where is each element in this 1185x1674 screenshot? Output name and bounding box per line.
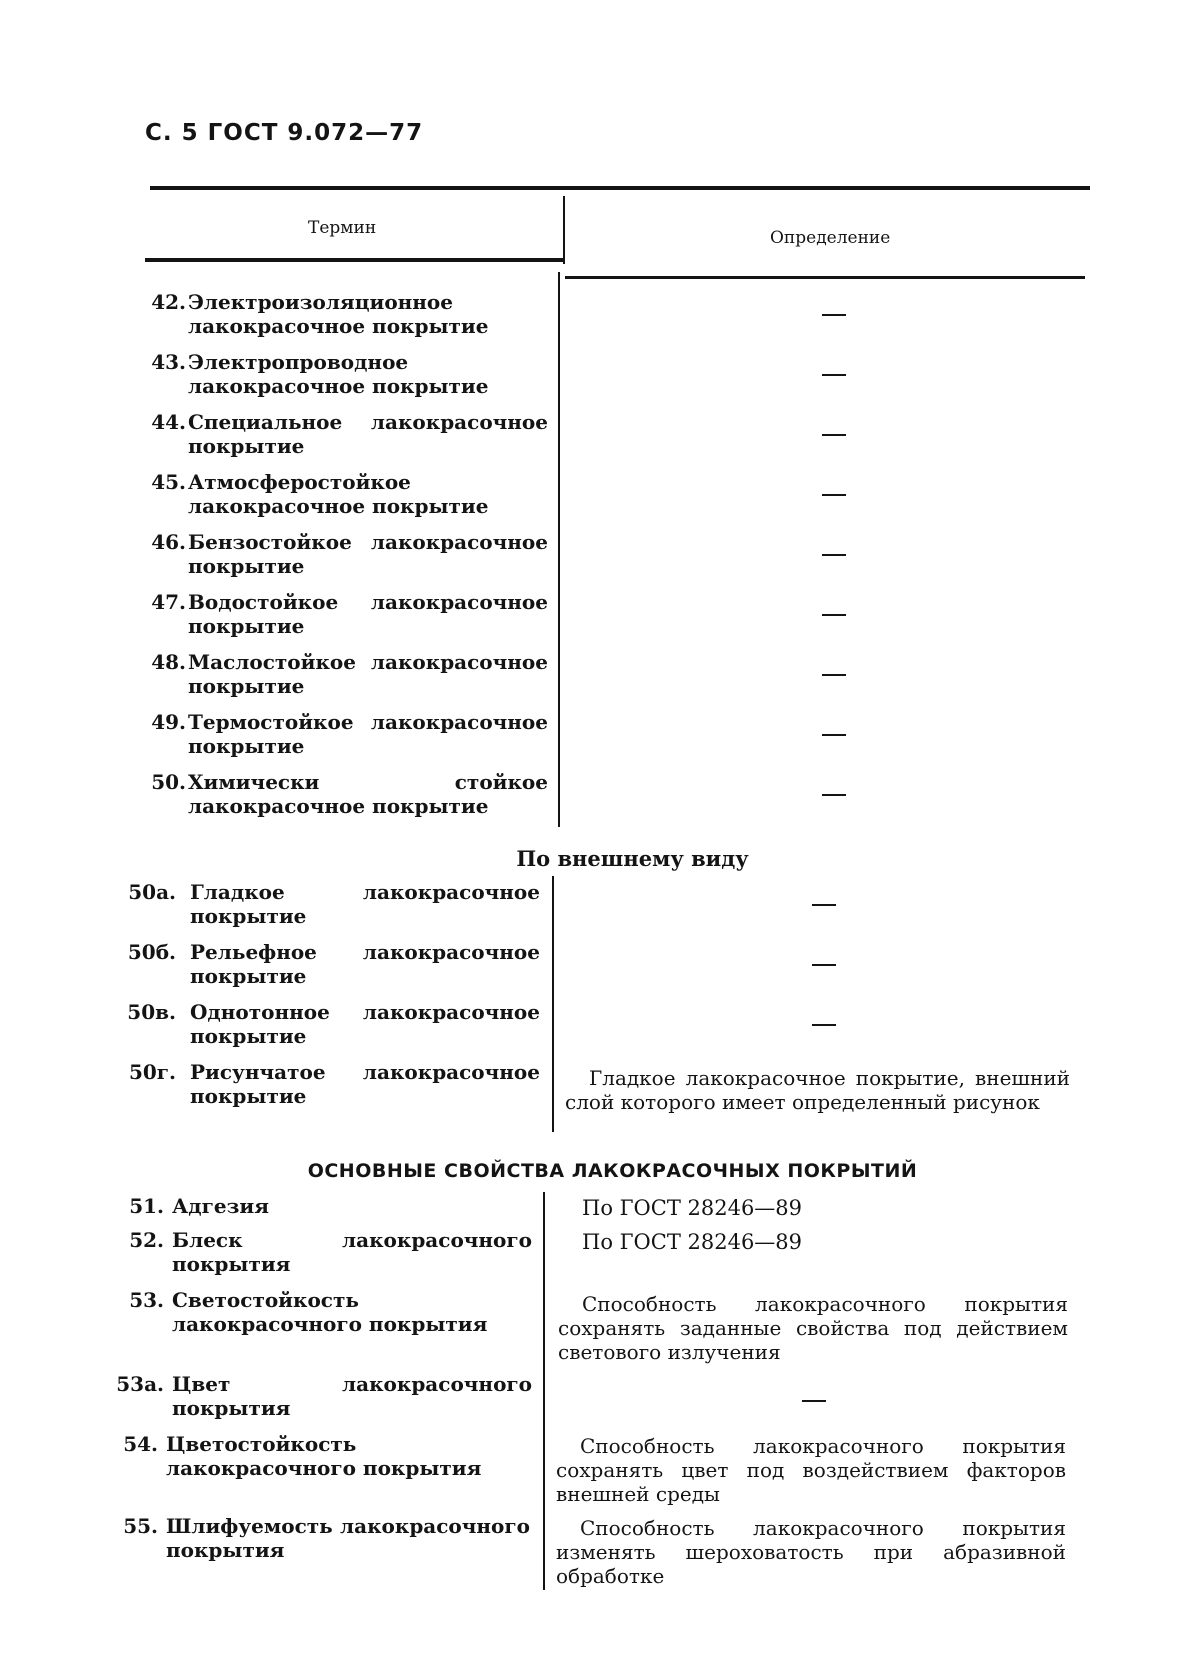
column-divider-group3 <box>543 1192 545 1590</box>
definition-text: Способность лакокрасочного покрытия сохранять заданные свойства под действием светового излучения <box>558 1292 1068 1364</box>
column-divider-group1 <box>558 272 560 827</box>
term-text: Адгезия <box>172 1194 269 1218</box>
term-number: 50а. <box>128 880 176 904</box>
term-number: 50б. <box>127 940 176 964</box>
definition-dash <box>822 434 846 436</box>
top-rule <box>150 186 1090 190</box>
term-number: 55. <box>123 1514 158 1538</box>
term-number: 54. <box>123 1432 158 1456</box>
definition-dash <box>812 1024 836 1026</box>
term-text: Шлифуемость лакокрасочного покрытия <box>166 1514 530 1562</box>
term-text: Цвет лакокрасочного покрытия <box>172 1372 532 1420</box>
definition-text: По ГОСТ 28246—89 <box>582 1196 803 1220</box>
term-text: Специальное лакокрасочное покрытие <box>188 410 548 458</box>
definition-dash <box>822 794 846 796</box>
term-number: 46. <box>151 530 186 554</box>
term-number: 51. <box>129 1194 164 1218</box>
definition-text: Способность лакокрасочного покрытия сохранять цвет под воздействием факторов внешней среды <box>556 1434 1066 1506</box>
term-number: 45. <box>151 470 186 494</box>
term-text: Химически стойкое лакокрасочное покрытие <box>188 770 548 818</box>
term-text: Бензостойкое лакокрасочное покрытие <box>188 530 548 578</box>
definition-dash <box>822 494 846 496</box>
term-number: 50. <box>151 770 186 794</box>
term-text: Электропроводное лакокрасочное покрытие <box>188 350 489 398</box>
definition-dash <box>822 674 846 676</box>
term-number: 48. <box>151 650 186 674</box>
term-number: 47. <box>151 590 186 614</box>
term-number: 52. <box>129 1228 164 1252</box>
definition-dash <box>822 734 846 736</box>
term-number: 43. <box>151 350 186 374</box>
definition-dash <box>822 374 846 376</box>
definition-text: Способность лакокрасочного покрытия изменять шероховатость при абразивной обработке <box>556 1516 1066 1588</box>
term-text: Электроизоляционное лакокрасочное покрытие <box>188 290 489 338</box>
column-divider-group2 <box>552 876 554 1132</box>
header-bottom-rule-right <box>565 276 1085 279</box>
section-heading-appearance: По внешнему виду <box>516 846 749 871</box>
term-text: Атмосферостойкое лакокрасочное покрытие <box>188 470 489 518</box>
definition-dash <box>812 904 836 906</box>
term-text: Гладкое лакокрасочное покрытие <box>190 880 540 928</box>
definition-dash <box>802 1400 826 1402</box>
column-header-definition: Определение <box>770 228 891 248</box>
term-text: Термостойкое лакокрасочное покрытие <box>188 710 548 758</box>
term-text: Блеск лакокрасочного покрытия <box>172 1228 532 1276</box>
term-text: Водостойкое лакокрасочное покрытие <box>188 590 548 638</box>
definition-text: Гладкое лакокрасочное покрытие, внешний слой которого имеет определенный рисунок <box>565 1066 1070 1114</box>
page-header: С. 5 ГОСТ 9.072—77 <box>145 120 424 146</box>
header-column-divider <box>563 196 565 264</box>
term-text: Однотонное лакокрасочное покрытие <box>190 1000 540 1048</box>
term-number: 50в. <box>127 1000 176 1024</box>
term-number: 53. <box>129 1288 164 1312</box>
definition-dash <box>822 614 846 616</box>
term-text: Рельефное лакокрасочное покрытие <box>190 940 540 988</box>
term-text: Светостойкость лакокрасочного покрытия <box>172 1288 488 1336</box>
term-number: 49. <box>151 710 186 734</box>
term-text: Цветостойкость лакокрасочного покрытия <box>166 1432 482 1480</box>
term-number: 50г. <box>128 1060 176 1084</box>
term-text: Рисунчатое лакокрасочное покрытие <box>190 1060 540 1108</box>
term-number: 44. <box>151 410 186 434</box>
term-number: 53а. <box>116 1372 164 1396</box>
column-header-term: Термин <box>308 218 377 238</box>
definition-dash <box>812 964 836 966</box>
definition-text: По ГОСТ 28246—89 <box>582 1230 803 1254</box>
section-heading-properties: ОСНОВНЫЕ СВОЙСТВА ЛАКОКРАСОЧНЫХ ПОКРЫТИЙ <box>307 1160 918 1182</box>
term-text: Маслостойкое лакокрасочное покрытие <box>188 650 548 698</box>
definition-dash <box>822 554 846 556</box>
definition-dash <box>822 314 846 316</box>
term-number: 42. <box>151 290 186 314</box>
header-bottom-rule-left <box>145 258 565 262</box>
